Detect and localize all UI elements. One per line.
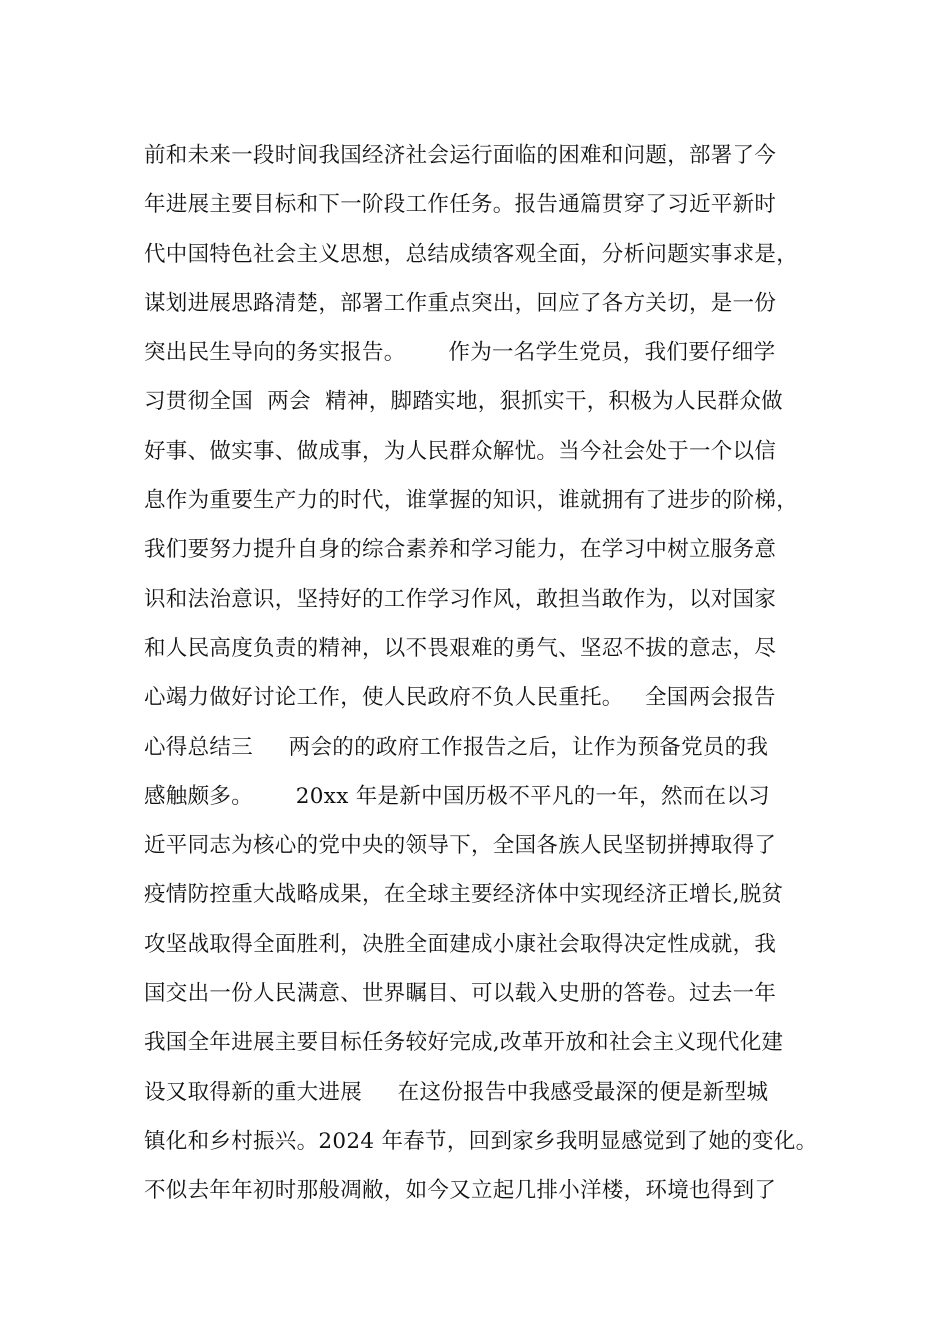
text-line-6: 习贯彻全国 两会 精神，脚踏实地，狠抓实干，积极为人民群众做 [144,389,783,415]
text-line-18: 国交出一份人民满意、世界瞩目、可以载入史册的答卷。过去一年 [144,981,777,1007]
text-line-14: 感触颇多。 20xx 年是新中国历极不平凡的一年，然而在以习 [144,783,770,809]
text-line-22: 不似去年年初时那般凋敝，如今又立起几排小洋楼，环境也得到了 [144,1178,777,1204]
text-line-10: 识和法治意识，坚持好的工作学习作风，敢担当敢作为，以对国家 [144,586,777,612]
text-line-17: 攻坚战取得全面胜利，决胜全面建成小康社会取得决定性成就，我 [144,931,777,957]
text-line-2: 年进展主要目标和下一阶段工作任务。报告通篇贯穿了习近平新时 [144,192,777,218]
text-line-7: 好事、做实事、做成事，为人民群众解忧。当今社会处于一个以信 [144,438,777,464]
text-line-16: 疫情防控重大战略成果，在全球主要经济体中实现经济正增长,脱贫 [144,882,784,908]
text-line-21: 镇化和乡村振兴。2024 年春节，回到家乡我明显感觉到了她的变化。 [144,1128,818,1154]
text-line-1: 前和未来一段时间我国经济社会运行面临的困难和问题，部署了今 [144,143,777,168]
text-line-19: 我国全年进展主要目标任务较好完成,改革开放和社会主义现代化建 [144,1030,784,1056]
text-line-4: 谋划进展思路清楚，部署工作重点突出，回应了各方关切，是一份 [144,290,777,316]
text-line-3: 代中国特色社会主义思想，总结成绩客观全面，分析问题实事求是， [144,241,799,267]
text-line-9: 我们要努力提升自身的综合素养和学习能力，在学习中树立服务意 [144,537,777,563]
text-line-12: 心竭力做好讨论工作，使人民政府不负人民重托。 全国两会报告 [144,685,776,711]
text-line-5: 突出民生导向的务实报告。 作为一名学生党员，我们要仔细学 [144,340,776,366]
text-line-20: 设又取得新的重大进展 在这份报告中我感受最深的便是新型城 [144,1079,769,1105]
text-line-13: 心得总结三 两会的的政府工作报告之后，让作为预备党员的我 [144,734,769,760]
text-line-11: 和人民高度负责的精神，以不畏艰难的勇气、坚忍不拔的意志，尽 [144,635,777,661]
text-line-15: 近平同志为核心的党中央的领导下，全国各族人民坚韧拼搏取得了 [144,833,777,859]
text-line-8: 息作为重要生产力的时代，谁掌握的知识，谁就拥有了进步的阶梯， [144,488,799,514]
body-text [144,131,844,1216]
